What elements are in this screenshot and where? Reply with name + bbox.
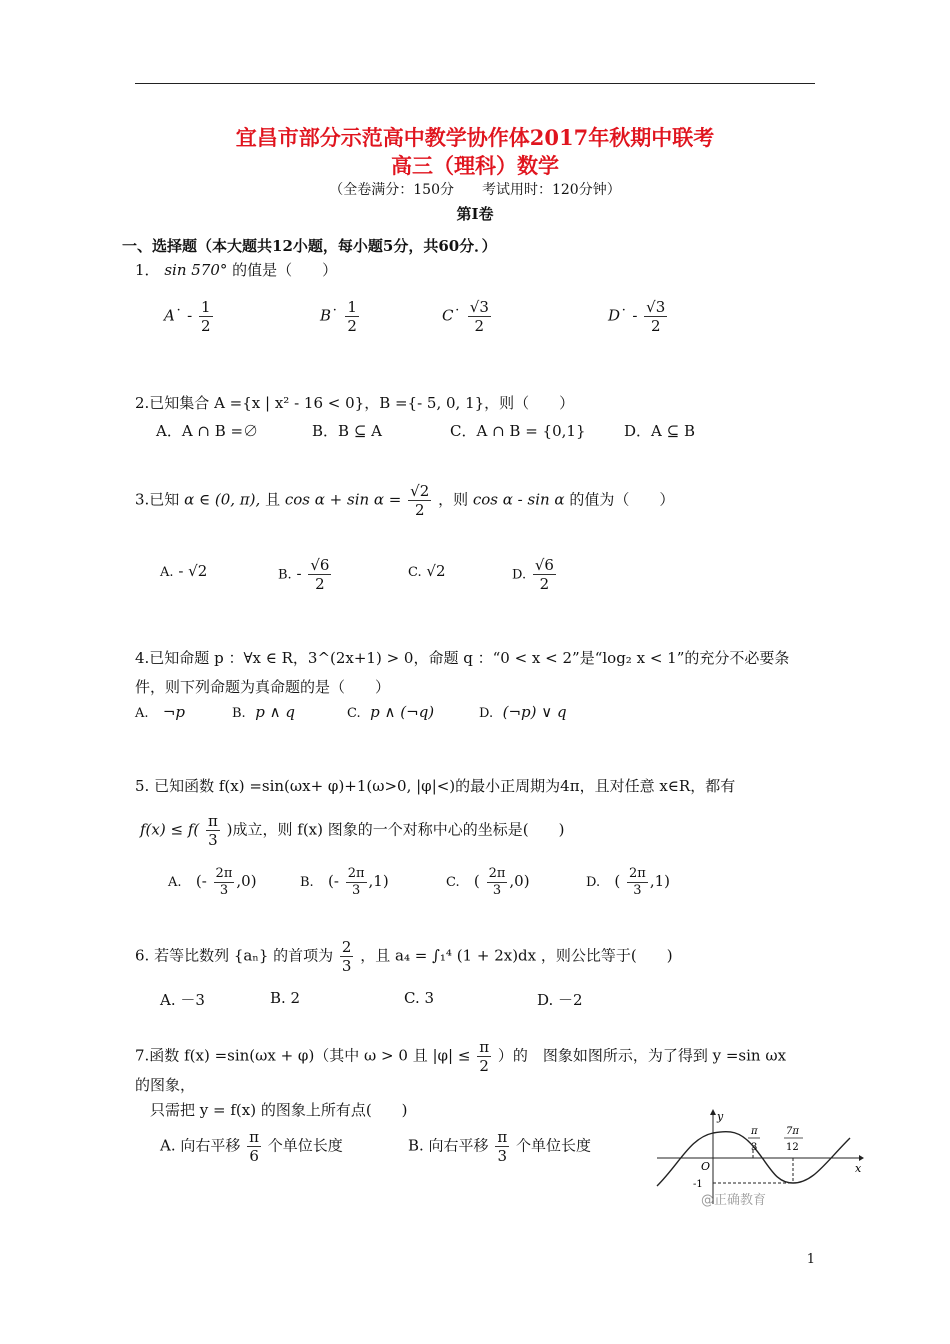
q3-option-b: B. - $\frac{√6}{2}$ (278, 556, 330, 593)
question-5-line1: 5. 已知函数 f(x) =sin(ωx+ φ)+1(ω>0, |φ|<)的最小正周期为4π，且对任意 x∈R，都有 (135, 777, 736, 795)
graph-tick2-den: 12 (786, 1142, 799, 1153)
graph-tick2-num: 7π (786, 1126, 799, 1137)
graph-curve (657, 1132, 850, 1186)
q5-option-c: C. ( $\frac{2\pi}{3}$ ,0) (446, 866, 530, 898)
q2-option-b: B．B ⊆ A (312, 422, 382, 440)
graph-y-label: y (717, 1110, 724, 1123)
question-2: 2.已知集合 A ={x | x² - 16 < 0}，B ={- 5, 0, 1}，则（ ） (135, 394, 575, 412)
sine-graph-figure (655, 1108, 865, 1210)
q6-option-c: C. 3 (404, 989, 435, 1007)
graph-x-label: x (855, 1162, 862, 1175)
graph-neg-one-label: -1 (693, 1179, 703, 1190)
page-number: 1 (806, 1252, 815, 1267)
q7-option-b: B. 向右平移 $\frac{\pi}{3}$ 个单位长度 (408, 1128, 591, 1165)
q1-option-c: C˙ $\frac{√3}{2}$ (442, 298, 489, 335)
question-7-line2: 的图象， (135, 1076, 196, 1094)
q1-expression: sin 570° (164, 261, 228, 279)
volume-label: 第Ⅰ卷 (456, 205, 494, 223)
exam-title: 宜昌市部分示范高中教学协作体2017年秋期中联考 (235, 125, 715, 150)
q4-option-c: C. p ∧ (¬q) (347, 703, 435, 721)
question-6: 6. 若等比数列 {aₙ} 的首项为 $\frac{2}{3}$ ，且 a₄ = ∫₁⁴ (1 + 2x)dx ，则公比等于( ) (135, 938, 673, 975)
q4-option-b: B. p ∧ q (232, 703, 295, 721)
graph-origin-label: O (701, 1160, 711, 1173)
q2-option-d: D．A ⊆ B (624, 422, 695, 440)
graph-tick1-den: 3 (751, 1142, 758, 1153)
header-rule (135, 83, 815, 84)
q5-option-d: D. ( $\frac{2\pi}{3}$ ,1) (586, 866, 671, 898)
q2-option-c: C．A ∩ B = {0,1} (450, 422, 586, 440)
q1-number: 1． (135, 261, 160, 279)
graph-y-arrow (710, 1109, 716, 1115)
q7-option-a: A. 向右平移 $\frac{\pi}{6}$ 个单位长度 (160, 1128, 343, 1165)
q3-option-a: A. - √2 (160, 562, 208, 580)
graph-tick1-num: π (751, 1126, 758, 1137)
q1-option-a: A˙ - $\frac{1}{2}$ (164, 298, 211, 335)
q2-option-a: A．A ∩ B =∅ (156, 422, 259, 440)
q3-option-c: C. √2 (408, 562, 446, 580)
q4-option-a: A. ¬p (135, 703, 186, 721)
graph-watermark: @正确教育 (701, 1193, 767, 1208)
q1-option-d: D˙ - $\frac{√3}{2}$ (608, 298, 666, 335)
question-7-line3: 只需把 y = f(x) 的图象上所有点( ) (150, 1101, 408, 1119)
q6-option-a: A. －3 (160, 991, 205, 1009)
section-heading: 一、选择题（本大题共12小题，每小题5分，共60分．） (122, 237, 497, 255)
q6-option-d: D. －2 (537, 991, 583, 1009)
question-3: 3.已知 α ∈ (0, π), 且 cos α + sin α = $\frac{√2}{2}$ ，则 cos α - sin α 的值为（ ） (135, 482, 675, 519)
q6-option-b: B. 2 (270, 989, 301, 1007)
q1-option-b: B˙ $\frac{1}{2}$ (320, 298, 357, 335)
question-1 (135, 259, 337, 280)
q1-tail: 的值是（ ） (232, 261, 338, 279)
q5-option-a: A. (- $\frac{2\pi}{3}$ ,0) (168, 866, 257, 898)
question-5-line2: f(x) ≤ f( $\frac{\pi}{3}$ )成立，则 f(x) 图象的一个对称中心的坐标是( ) (140, 812, 565, 849)
q5-option-b: B. (- $\frac{2\pi}{3}$ ,1) (300, 866, 389, 898)
q4-option-d: D. (¬p) ∨ q (479, 703, 567, 721)
exam-info: （全卷满分：150分 考试用时：120分钟） (329, 182, 621, 198)
question-4-line2: 件，则下列命题为真命题的是（ ） (135, 678, 391, 696)
question-7-line1: 7.函数 f(x) =sin(ωx + φ)（其中 ω > 0 且 |φ| ≤ $\frac{\pi}{2}$ ）的 图象如图所示，为了得到 y =sin ωx (135, 1038, 787, 1075)
q3-option-d: D. $\frac{√6}{2}$ (512, 556, 554, 593)
exam-subtitle: 高三（理科）数学 (391, 153, 559, 178)
graph-x-arrow (859, 1155, 864, 1161)
question-4-line1: 4.已知命题 p ：∀x ∈ R，3^(2x+1) > 0，命题 q ：“0 < x < 2”是“log₂ x < 1”的充分不必要条 (135, 649, 790, 667)
